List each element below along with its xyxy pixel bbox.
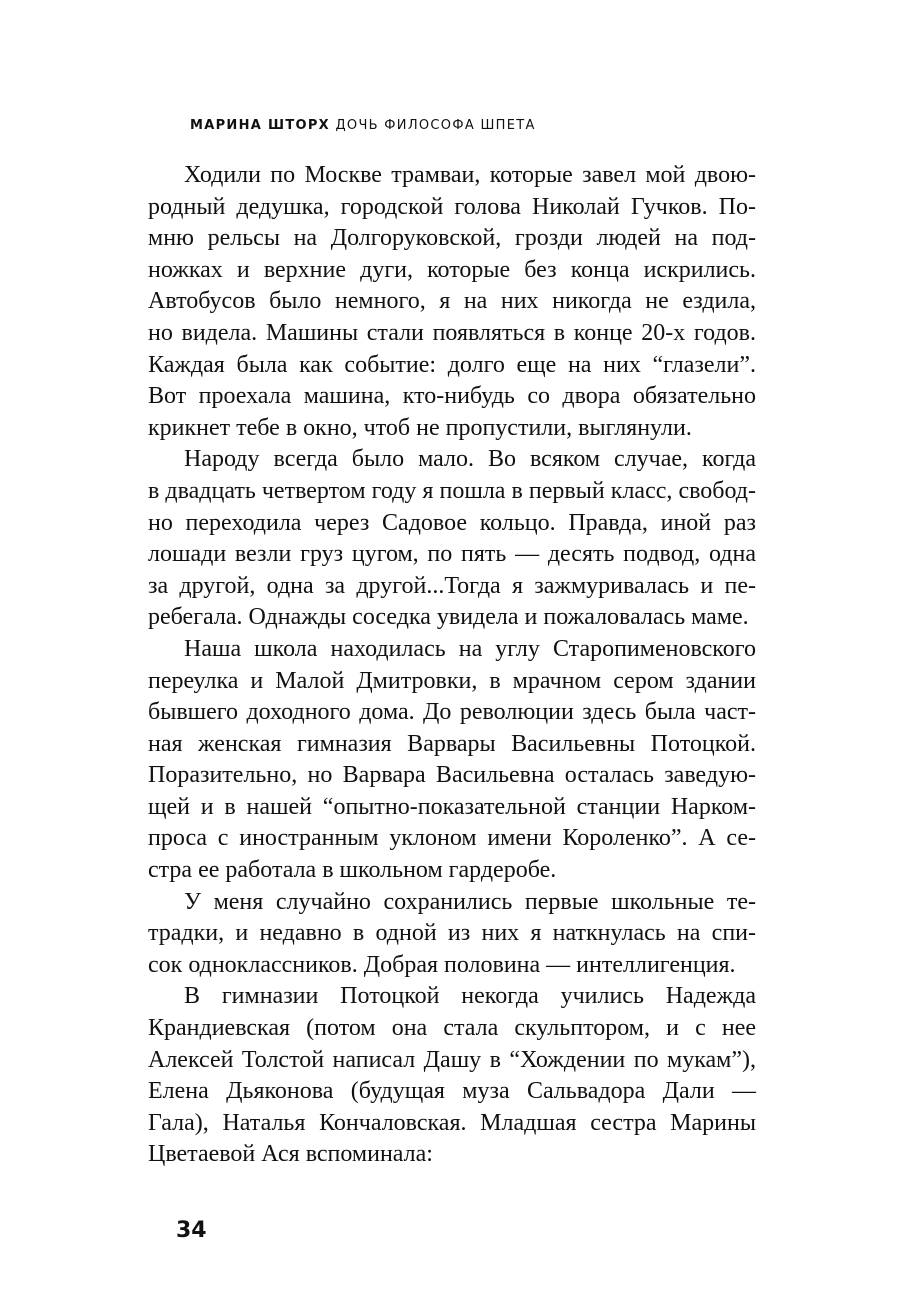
text-line: Крандиевская (потом она стала скульптором, и с нее xyxy=(148,1015,756,1042)
page-number: 34 xyxy=(176,1218,207,1243)
paragraph xyxy=(148,634,756,887)
text-line: в двадцать четвертом году я пошла в первый класс, свобод- xyxy=(148,477,756,504)
text-line: Гала), Наталья Кончаловская. Младшая сестра Марины xyxy=(148,1109,756,1136)
text-line: переулка и Малой Дмитровки, в мрачном сером здании xyxy=(148,667,756,694)
paragraph xyxy=(148,981,756,1171)
running-head-author: МАРИНА ШТОРХ xyxy=(190,118,331,133)
text-line: но видела. Машины стали появляться в конце 20-х годов. xyxy=(148,319,756,346)
running-head-book-title: ДОЧЬ ФИЛОСОФА ШПЕТА xyxy=(335,118,536,133)
paragraph xyxy=(148,444,756,634)
text-line: крикнет тебе в окно, чтоб не пропустили, выглянули. xyxy=(148,414,692,441)
text-line: за другой, одна за другой...Тогда я зажмуривалась и пе- xyxy=(148,572,756,599)
text-line: У меня случайно сохранились первые школьные те- xyxy=(184,888,756,915)
text-line: ребегала. Однажды соседка увидела и пожаловалась маме. xyxy=(148,604,749,631)
body-text xyxy=(148,160,756,1171)
text-line: сок одноклассников. Добрая половина — интеллигенция. xyxy=(148,951,736,978)
text-line: бывшего доходного дома. До революции здесь была част- xyxy=(148,699,756,726)
text-line: проса с иностранным уклоном имени Короленко”. А се- xyxy=(148,825,756,852)
text-line: Народу всегда было мало. Во всяком случае, когда xyxy=(184,446,756,473)
text-line: стра ее работала в школьном гардеробе. xyxy=(148,857,557,884)
text-line: Цветаевой Ася вспоминала: xyxy=(148,1141,433,1168)
text-line: щей и в нашей “опытно-показательной станции Нарком- xyxy=(148,793,756,820)
text-line: родный дедушка, городской голова Николай Гучков. По- xyxy=(148,193,756,220)
text-line: Поразительно, но Варвара Васильевна осталась заведую- xyxy=(148,762,756,789)
text-line: традки, и недавно в одной из них я наткнулась на спи- xyxy=(148,920,756,947)
text-line: ножках и верхние дуги, которые без конца искрились. xyxy=(148,256,756,283)
text-line: В гимназии Потоцкой некогда учились Надежда xyxy=(184,983,756,1010)
text-line: Наша школа находилась на углу Старопименовского xyxy=(184,635,756,662)
text-line: ная женская гимназия Варвары Васильевны Потоцкой. xyxy=(148,730,756,757)
running-head xyxy=(190,118,536,133)
text-line: Автобусов было немного, я на них никогда не ездила, xyxy=(148,288,756,315)
text-line: Алексей Толстой написал Дашу в “Хождении по мукам”), xyxy=(148,1046,756,1073)
paragraph xyxy=(148,887,756,982)
paragraph xyxy=(148,160,756,444)
text-line: Ходили по Москве трамваи, которые завел мой двою- xyxy=(184,162,756,188)
text-line: Вот проехала машина, кто-нибудь со двора обязательно xyxy=(148,383,756,410)
text-line: Каждая была как событие: долго еще на них “глазели”. xyxy=(148,351,756,378)
text-line: мню рельсы на Долгоруковской, грозди людей на под- xyxy=(148,225,756,252)
text-line: лошади везли груз цугом, по пять — десять подвод, одна xyxy=(148,541,756,568)
text-line: Елена Дьяконова (будущая муза Сальвадора Дали — xyxy=(148,1078,756,1105)
text-line: но переходила через Садовое кольцо. Правда, иной раз xyxy=(148,509,756,536)
